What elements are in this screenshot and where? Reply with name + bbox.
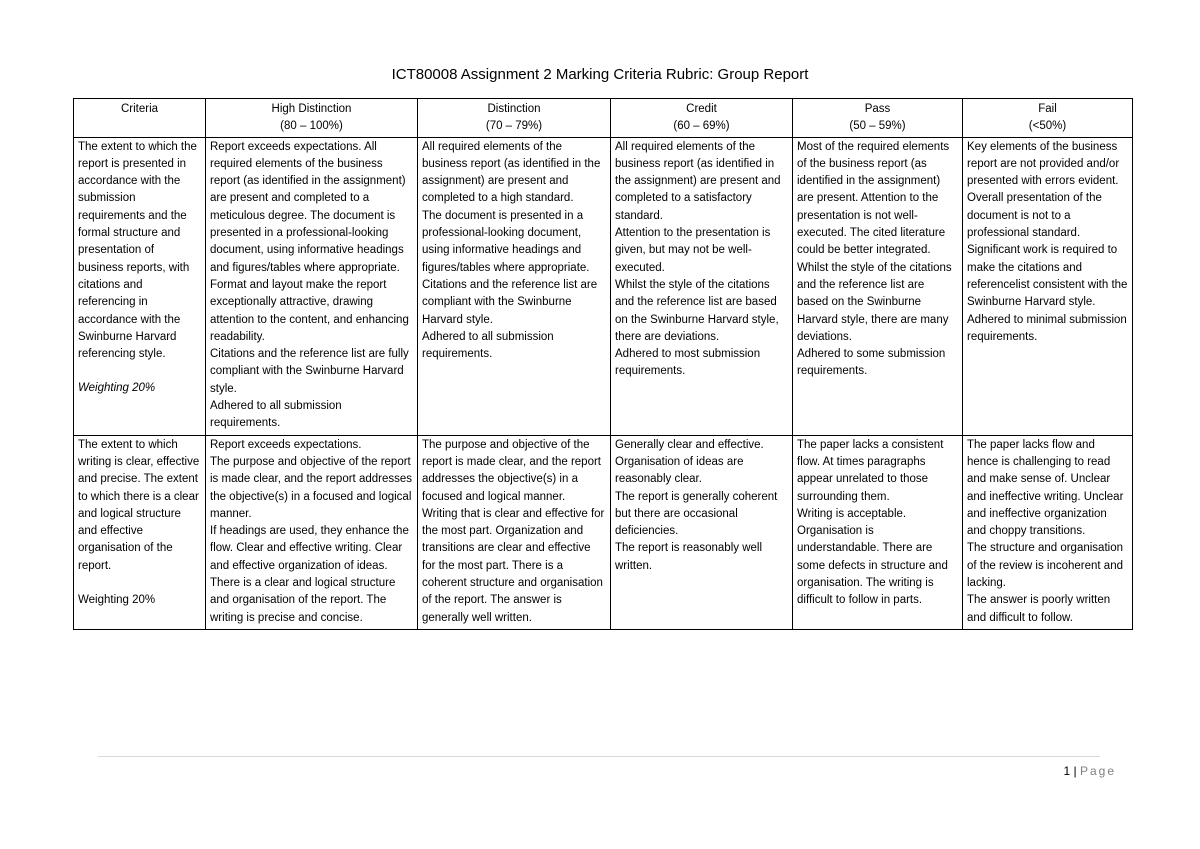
- criteria-cell: [74, 137, 206, 435]
- weighting-text: Weighting 20%: [78, 594, 156, 607]
- page-label: Page: [1079, 764, 1116, 778]
- distinction-cell: The purpose and objective of the report is made clear, and the report addresses the objective(s) in a focused and logical manner. Writing that is clear and effective for the most part. Organization and transitions are clear and effective for the most part. There is a coherent structure and organisation of the report. The answer is generally well written.: [418, 435, 611, 629]
- header-row: [74, 99, 1133, 138]
- header-distinction: [418, 99, 611, 138]
- criteria-text: The extent to which the report is presented in accordance with the submission requirements and the formal structure and presentation of business reports, with citations and referencing in accordance with the Swinburne Harvard referencing style.: [78, 140, 197, 361]
- header-label: High Distinction: [271, 103, 352, 115]
- header-label: Fail: [1038, 103, 1057, 115]
- table-row: [74, 435, 1133, 629]
- header-label: Criteria: [120, 103, 159, 115]
- document-title: ICT80008 Assignment 2 Marking Criteria Rubric: Group Report: [391, 66, 809, 83]
- header-high-distinction: [206, 99, 418, 138]
- header-range: (80 – 100%): [280, 120, 343, 133]
- header-pass: [793, 99, 963, 138]
- pass-cell: Most of the required elements of the business report (as identified in the assignment) are present. Attention to the presentation is not well-executed. The cited literature could be better integrated. Whilst the style of the citations and the reference list are based on the Swinburne Harvard style, there are many deviations. Adhered to some submission requirements.: [793, 137, 963, 435]
- credit-cell: All required elements of the business report (as identified in the assignment) are present and completed to a satisfactory standard. Attention to the presentation is given, but may not be well-executed. Whilst the style of the citations and the reference list are based on the Swinburne Harvard style, there are deviations. Adhered to most submission requirements.: [611, 137, 793, 435]
- criteria-cell: [74, 435, 206, 629]
- weighting-text: Weighting 20%: [78, 382, 156, 395]
- header-range: (<50%): [1028, 120, 1067, 133]
- header-criteria: [74, 99, 206, 138]
- header-range: (60 – 69%): [673, 120, 730, 133]
- header-range: (50 – 59%): [849, 120, 906, 133]
- header-fail: [963, 99, 1133, 138]
- header-label: Credit: [686, 103, 717, 115]
- table-row: [74, 137, 1133, 435]
- credit-cell: Generally clear and effective. Organisation of ideas are reasonably clear. The report is generally coherent but there are occasional deficiencies. The report is reasonably well written.: [611, 435, 793, 629]
- page-footer: [1063, 764, 1116, 778]
- criteria-text: The extent to which writing is clear, effective and precise. The extent to which there is a clear and logical structure and effective organisation of the report.: [78, 438, 200, 572]
- header-range: (70 – 79%): [485, 120, 543, 133]
- page-number: 1: [1063, 764, 1071, 778]
- marking-rubric-table: [73, 98, 1133, 630]
- high-distinction-cell: Report exceeds expectations. All required elements of the business report (as identified in the assignment) are present and completed to a meticulous degree. The document is presented in a professional-looking document, using informative headings and figures/tables where appropriate. Format and layout make the report exceptionally attractive, drawing attention to the content, and enhancing readability. Citations and the reference list are fully compliant with the Swinburne Harvard style. Adhered to all submission requirements.: [206, 137, 418, 435]
- header-label: Pass: [864, 103, 891, 115]
- distinction-cell: All required elements of the business report (as identified in the assignment) are present and completed to a high standard. The document is presented in a professional-looking document, using informative headings and figures/tables where appropriate. Citations and the reference list are compliant with the Swinburne Harvard style. Adhered to all submission requirements.: [418, 137, 611, 435]
- fail-cell: Key elements of the business report are not provided and/or presented with errors evident. Overall presentation of the document is not to a professional standard. Significant work is required to make the citations and referencelist consistent with the Swinburne Harvard style. Adhered to minimal submission requirements.: [963, 137, 1133, 435]
- header-credit: [611, 99, 793, 138]
- pass-cell: The paper lacks a consistent flow. At times paragraphs appear unrelated to those surrounding them. Writing is acceptable. Organisation is understandable. There are some defects in structure and organisation. The writing is difficult to follow in parts.: [793, 435, 963, 629]
- header-label: Distinction: [487, 103, 541, 115]
- fail-cell: The paper lacks flow and hence is challenging to read and make sense of. Unclear and ineffective writing. Unclear and ineffective organization and choppy transitions. The structure and organisation of the review is incoherent and lacking. The answer is poorly written and difficult to follow.: [963, 435, 1133, 629]
- footer-separator: |: [1073, 764, 1077, 778]
- high-distinction-cell: Report exceeds expectations. The purpose and objective of the report is made clear, and the report addresses the objective(s) in a focused and logical manner. If headings are used, they enhance the flow. Clear and effective writing. Clear and effective organization of ideas. There is a clear and logical structure and organisation of the report. The writing is precise and concise.: [206, 435, 418, 629]
- footer-divider: [98, 756, 1100, 757]
